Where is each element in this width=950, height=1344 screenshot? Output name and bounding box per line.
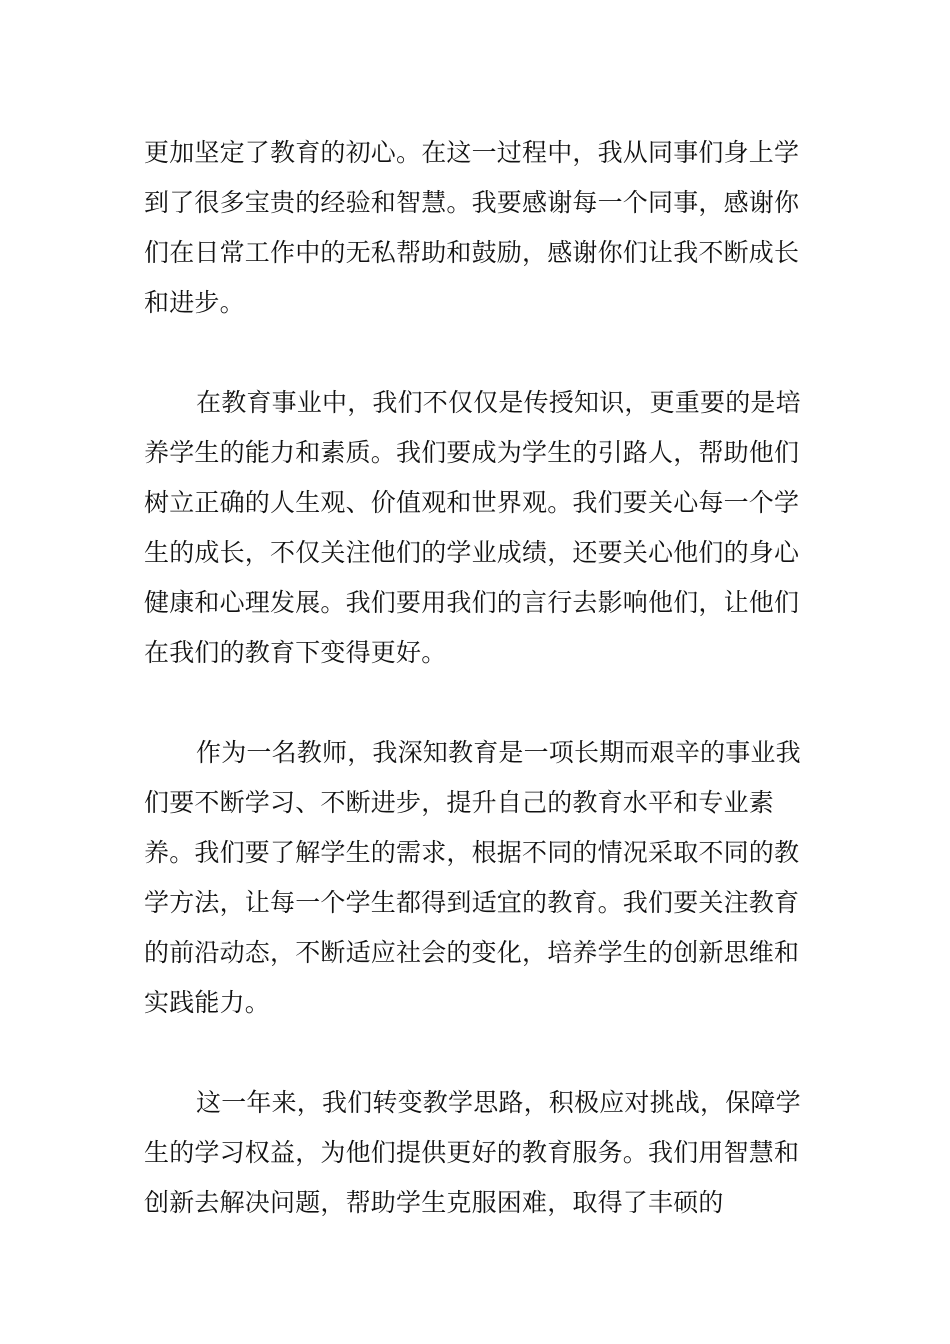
paragraph-teacher-growth: 作为一名教师，我深知教育是一项长期而艰辛的事业我们要不断学习、不断进步，提升自己的教育水平和专业素养。我们要了解学生的需求，根据不同的情况采取不同的教学方法，让每一个学生都得到适宜的教育。我们要关注教育的前沿动态，不断适应社会的变化，培养学生的创新思维和实践能力。	[144, 738, 801, 1017]
paragraph-year-review: 这一年来，我们转变教学思路，积极应对挑战，保障学生的学习权益，为他们提供更好的教育服务。我们用智慧和创新去解决问题，帮助学生克服困难，取得了丰硕的	[144, 1088, 801, 1217]
paragraph-continuation: 更加坚定了教育的初心。在这一过程中，我从同事们身上学到了很多宝贵的经验和智慧。我要感谢每一个同事，感谢你们在日常工作中的无私帮助和鼓励，感谢你们让我不断成长和进步。	[144, 138, 800, 317]
paragraph-education-mission: 在教育事业中，我们不仅仅是传授知识，更重要的是培养学生的能力和素质。我们要成为学生的引路人，帮助他们树立正确的人生观、价值观和世界观。我们要关心每一个学生的成长，不仅关注他们的学业成绩，还要关心他们的身心健康和心理发展。我们要用我们的言行去影响他们，让他们在我们的教育下变得更好。	[144, 388, 801, 667]
document-body	[144, 128, 806, 1228]
